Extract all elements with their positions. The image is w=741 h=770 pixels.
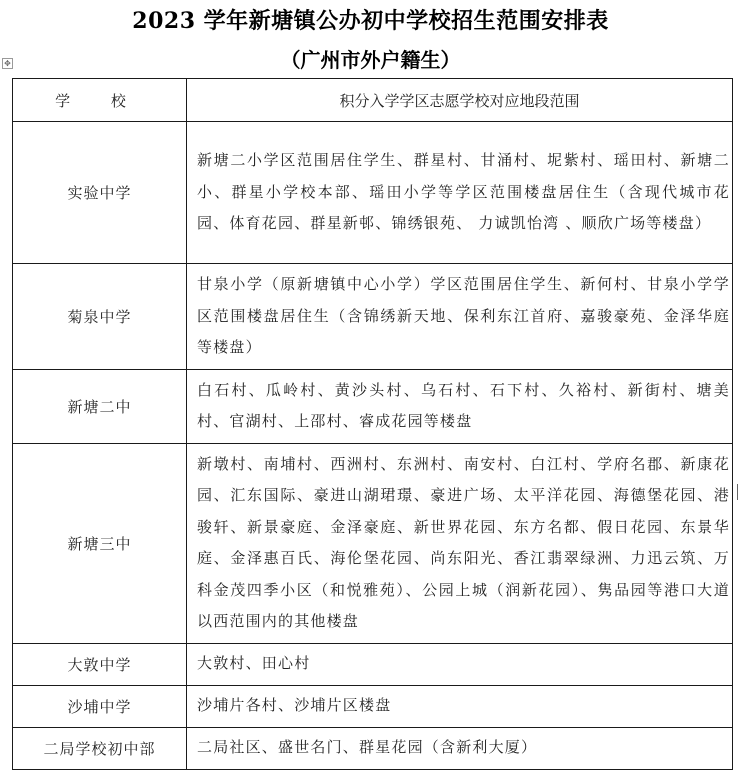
admission-range-table: [12, 78, 733, 770]
table-row: [13, 685, 733, 727]
table-row: [13, 727, 733, 769]
school-range: 新墩村、南埔村、西洲村、东洲村、南安村、白江村、学府名郡、新康花园、汇东国际、豪进山湖珺璟、豪进广场、太平洋花园、海德堡花园、港骏轩、新景豪庭、金泽豪庭、新世界花园、东方名都、假日花园、东景华庭、金泽惠百氏、海伦堡花园、尚东阳光、香江翡翠绿洲、力迅云筑、万科金茂四季小区（和悦雅苑）、公园上城（润新花园）、隽品园等港口大道以西范围内的其他楼盘: [187, 443, 733, 643]
school-name: 沙埔中学: [13, 685, 187, 727]
table-header-row: [13, 79, 733, 122]
school-range: 大敦村、田心村: [187, 643, 733, 685]
table-move-handle-icon[interactable]: ✥: [2, 58, 13, 69]
table-row: [13, 369, 733, 443]
school-name: 新塘三中: [13, 443, 187, 643]
text-cursor-marker: [737, 484, 738, 500]
school-range: 甘泉小学（原新塘镇中心小学）学区范围居住学生、新何村、甘泉小学学区范围楼盘居住生（含锦绣新天地、保利东江首府、嘉骏豪苑、金泽华庭等楼盘）: [187, 264, 733, 370]
school-name: 二局学校初中部: [13, 727, 187, 769]
header-range: 积分入学学区志愿学校对应地段范围: [187, 79, 733, 122]
school-range: 二局社区、盛世名门、群星花园（含新利大厦）: [187, 727, 733, 769]
school-range: 新塘二小学区范围居住学生、群星村、甘涌村、坭紫村、瑶田村、新塘二小、群星小学校本部、瑶田小学等学区范围楼盘居住生（含现代城市花园、体育花园、群星新邨、锦绣银苑、 力诚凯怡湾 、顺欣广场等楼盘）: [187, 122, 733, 264]
school-name: 新塘二中: [13, 369, 187, 443]
school-range: 沙埔片各村、沙埔片区楼盘: [187, 685, 733, 727]
page-title: 2023 学年新塘镇公办初中学校招生范围安排表: [132, 8, 609, 34]
page-subtitle: （广州市外户籍生）: [280, 48, 461, 72]
table-row: [13, 264, 733, 370]
header-school: 学 校: [13, 79, 187, 122]
school-name: 实验中学: [13, 122, 187, 264]
table-row: [13, 443, 733, 643]
school-name: 菊泉中学: [13, 264, 187, 370]
school-range: 白石村、瓜岭村、黄沙头村、乌石村、石下村、久裕村、新街村、塘美村、官湖村、上邵村、睿成花园等楼盘: [187, 369, 733, 443]
school-name: 大敦中学: [13, 643, 187, 685]
table-row: [13, 122, 733, 264]
table-row: [13, 643, 733, 685]
